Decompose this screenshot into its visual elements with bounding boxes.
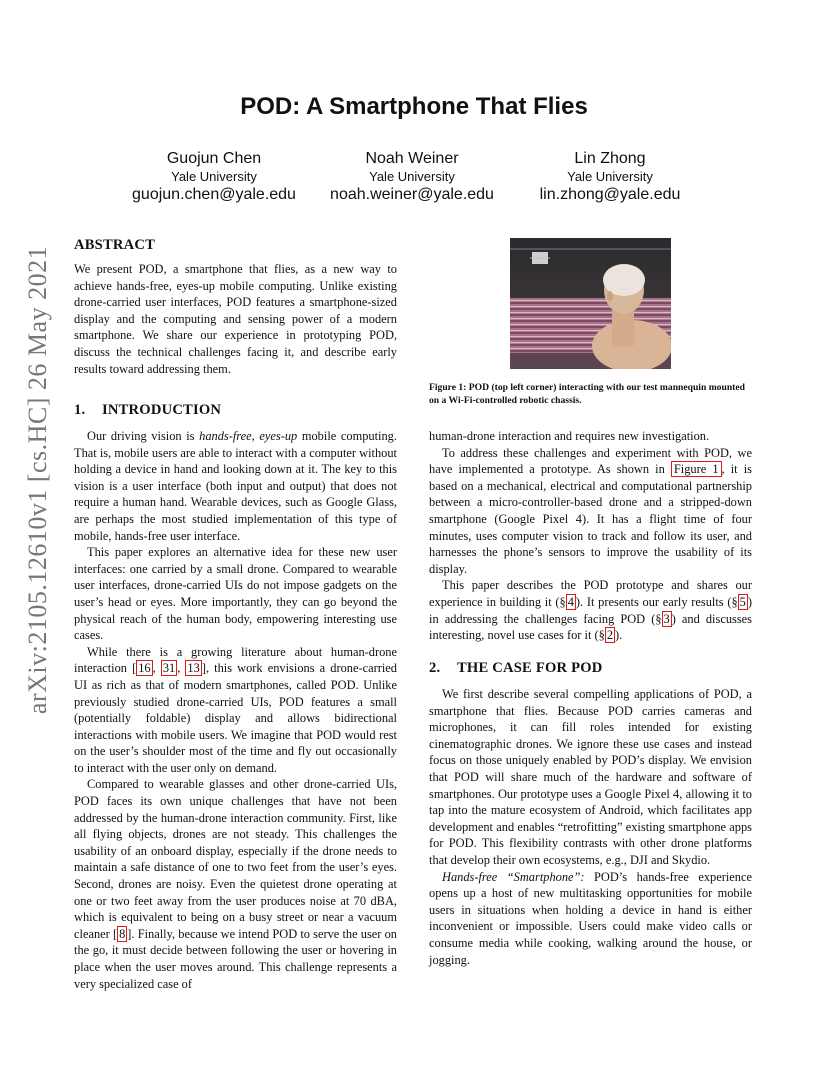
abstract-body: [74, 261, 397, 377]
author-email: lin.zhong@yale.edu: [539, 186, 681, 203]
right-column-body: [429, 428, 752, 644]
author-name: Noah Weiner: [365, 150, 459, 167]
citation-link[interactable]: 31: [162, 661, 176, 676]
abstract-heading: ABSTRACT: [74, 237, 156, 253]
citation-link[interactable]: 13: [187, 661, 200, 676]
author-email: guojun.chen@yale.edu: [132, 186, 296, 203]
section-number: 1.: [74, 402, 86, 418]
intro-paragraph: This paper describes the POD prototype and shares our experience in building it (§ 4 ). It presents our early results (§ 5 ) in addressing the challenges facing POD (§ 3 ) and discusses interesting, novel use cases for it (§ 2 ).: [429, 578, 752, 643]
author-block: [490, 149, 730, 205]
case-paragraph: We first describe several compelling applications of POD, a smartphone that flies. Because POD carries cameras and microphones, it can fill roles intended for existing cinematographic drones. We ignore these use cases and instead focus on those uniquely enabled by POD’s display. We envision that POD will share much of the hardware and software of smartphones. Our prototype uses a Google Pixel 4, allowing it to tap into the mature ecosystem of Android, which facilitates app development and enables “retrofitting” existing smartphone apps for POD. This flexibility contrasts with other drone platforms that develop their own ecosystems, e.g., DJI and Skydio.: [429, 687, 752, 867]
case-paragraph: Hands-free “Smartphone”: POD’s hands-free experience opens up a host of new multitasking opportunities for mobile users in situations when holding a device in hand is either inconvenient or impossible. Users could make video calls or consume media while cooking, walking around the house, or jogging.: [429, 869, 752, 967]
intro-paragraph-continued: human-drone interaction and requires new investigation.: [429, 429, 710, 443]
arxiv-identifier: [22, 245, 54, 715]
intro-paragraph: To address these challenges and experiment with POD, we have implemented a prototype. As shown in Figure 1 , it is based on a mechanical, electrical and computational partnership between a micro-controller-based drone and a stripped-down smartphone (Google Pixel 4). It has a flight time of four minutes, uses computer vision to track and follow its user, and harnesses the phone’s sensors to improve the usability of its display.: [429, 445, 752, 576]
author-name: Lin Zhong: [574, 150, 646, 167]
section-title: INTRODUCTION: [102, 402, 222, 418]
abstract-text: We present POD, a smartphone that flies, as a new way to achieve hands-free, eyes-up mobile computing. Unlike existing drone-carried user interfaces, POD features a smartphone-sized display and the computing and sensing power of a modern smartphone. We share our experience in prototyping POD, discuss the technical challenges facing it, and describe early results toward addressing them.: [74, 262, 397, 376]
intro-paragraph: Compared to wearable glasses and other drone-carried UIs, POD faces its own unique challenges that have not been addressed by the human-drone interaction community. First, like all flying objects, drones are not steady. This challenges the usability of an onboard display, especially if the drone needs to maintain a safe distance of one to two feet from the user’s eyes. Second, drones are noisy. Even the quietest drone operating at one or two feet away from the user produces noise at 70 dBA, which is equivalent to being on a busy street or near a vacuum cleaner [ 8 ]. Finally, because we intend POD to serve the user on the go, it must decide between following the user or hovering in place when the user moves around. This challenge represents a very specialized case of: [74, 777, 397, 991]
intro-paragraph: This paper explores an alternative idea for these new user interfaces: one carried by a small drone. Compared to wearable user interfaces, drone-carried UIs do not impose gadgets on the user’s head or eyes. More importantly, they can go beyond the physical reach of the human body, empowering interesting use cases.: [74, 545, 397, 643]
intro-paragraph: While there is a growing literature about human-drone interaction [ 16 , 31 , 13 ], this work envisions a drone-carried UI as rich as that of modern smartphones, called POD. Unlike previously studied drone-carried UIs, POD features a small (potentially foldable) display and allows bidirectional interactions with mobile users. We imagine that POD would rest on the user’s shoulder most of the time and fly out occasionally to interact with the user only on demand.: [74, 644, 397, 775]
case-for-pod-heading: [429, 659, 603, 677]
section-number: 2.: [429, 660, 441, 676]
author-affiliation: Yale University: [171, 169, 257, 184]
author-email: noah.weiner@yale.edu: [330, 186, 494, 203]
author-name: Guojun Chen: [166, 150, 262, 167]
section-reference-link[interactable]: 3: [663, 611, 670, 626]
citation-link[interactable]: 16: [138, 661, 151, 676]
introduction-body: [74, 428, 397, 992]
figure-1-caption: Figure 1: POD (top left corner) interacting with our test mannequin mounted on a Wi-Fi-controlled robotic chassis.: [429, 382, 745, 406]
paper-title: POD: A Smartphone That Flies: [240, 93, 588, 120]
introduction-heading: [74, 401, 221, 419]
section-reference-link[interactable]: 4: [567, 594, 574, 609]
citation-link[interactable]: 8: [119, 926, 126, 941]
figure-reference-link[interactable]: Figure 1: [671, 461, 722, 477]
author-affiliation: Yale University: [369, 169, 455, 184]
section-reference-link[interactable]: 2: [606, 628, 614, 643]
author-affiliation: Yale University: [567, 169, 653, 184]
section-reference-link[interactable]: 5: [739, 594, 746, 609]
intro-paragraph: Our driving vision is hands-free, eyes-up mobile computing. That is, mobile users are able to interact with a computer without holding a device in hand and looking down at it. The key to this vision is a user interface (both input and output) that does not require a human hand. Wearable devices, such as Google Glass, are perhaps the most studied implementation of this type of mobile, hands-free user interface.: [74, 429, 397, 543]
figure-1-photo: [510, 238, 671, 369]
arxiv-identifier-text: arXiv:2105.12610v1 [cs.HC] 26 May 2021: [23, 245, 52, 715]
section-title: THE CASE FOR POD: [457, 660, 603, 676]
case-for-pod-body: [429, 686, 752, 968]
